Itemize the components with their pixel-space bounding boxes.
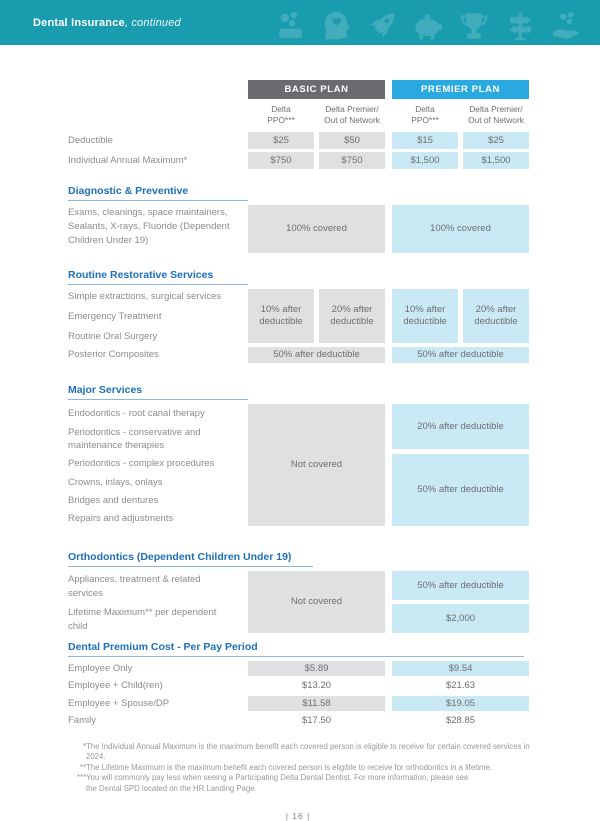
cell-premier-ppo: $15 [392, 132, 458, 149]
piggy-bank-icon [412, 10, 444, 42]
header-bar [0, 0, 600, 45]
cell-premier-ortho: 50% after deductible [392, 571, 529, 600]
row-label: Individual Annual Maximum* [68, 154, 188, 166]
row-label: Appliances, treatment & related services [68, 574, 201, 600]
footnote-lifetime-maximum [70, 763, 548, 774]
section-heading: Diagnostic & Preventive [68, 185, 248, 201]
cell-basic: 100% covered [248, 205, 385, 253]
page-title [33, 17, 181, 29]
section-heading: Dental Premium Cost - Per Pay Period [68, 641, 524, 657]
row-label: Periodontics - conservative and maintenance therapies [68, 426, 201, 452]
table-row-annual-maximum [68, 152, 528, 169]
cell-basic-ppo: $750 [248, 152, 314, 169]
head-heart-icon [320, 10, 352, 42]
table-row-employee-children [68, 679, 528, 694]
row-label: Family [68, 715, 96, 727]
row-label: Deductible [68, 134, 113, 146]
section-major-services [68, 384, 528, 528]
table-row-family [68, 714, 528, 729]
basic-plan-header: BASIC PLAN [248, 80, 385, 99]
cell-premier: $19.05 [392, 696, 529, 711]
table-row-restorative-group [68, 289, 528, 344]
cell-premier-oon: $25 [463, 132, 529, 149]
cell-premier-endo-perio: 20% after deductible [392, 404, 529, 449]
column-header: Delta Premier/ Out of Network [324, 104, 380, 125]
row-label: Periodontics - complex procedures [68, 458, 215, 470]
table-row-employee-spouse [68, 696, 528, 711]
header-icon-strip [274, 10, 582, 42]
hand-coins-icon [550, 10, 582, 42]
table-row-employee-only [68, 661, 528, 676]
row-label: Employee + Spouse/DP [68, 697, 170, 709]
cell-premier: $9.54 [392, 661, 529, 676]
row-label: Routine Oral Surgery [68, 331, 158, 342]
row-label: Posterior Composites [68, 349, 159, 360]
signpost-icon [504, 10, 536, 42]
footnote-participating-dentist [70, 773, 548, 794]
section-orthodontics [68, 551, 528, 634]
premier-cell-stack [392, 404, 529, 528]
cell-premier-ppo: $1,500 [392, 152, 458, 169]
plan-header-row [68, 80, 528, 99]
cell-premier-ppo: 10% after deductible [392, 289, 458, 343]
footnotes [70, 742, 548, 795]
cell-basic-oon: $750 [319, 152, 385, 169]
section-heading: Routine Restorative Services [68, 269, 248, 285]
footnote-text: The Lifetime Maximum is the maximum benefit each covered person is eligible to receive for orthodontics in a lifetime. [86, 762, 493, 772]
cell-basic: $13.20 [301, 680, 332, 692]
cell-basic-oon: $50 [319, 132, 385, 149]
cell-premier-major-rest: 50% after deductible [392, 454, 529, 526]
table-row-posterior-composites [68, 347, 528, 363]
row-label: Lifetime Maximum** per dependent child [68, 607, 217, 633]
table-row-major-group [68, 404, 528, 528]
coins-icon [274, 10, 306, 42]
column-header: Delta PPO*** [267, 104, 295, 125]
row-label: Bridges and dentures [68, 495, 159, 507]
cell-basic-ppo: $25 [248, 132, 314, 149]
footnote-mark: * [82, 741, 86, 751]
section-routine-restorative [68, 269, 528, 363]
header-title: Dental Insurance [33, 16, 125, 29]
row-label: Employee + Child(ren) [68, 680, 163, 692]
cell-premier-lifetime-max: $2,000 [392, 604, 529, 633]
column-header: Delta PPO*** [411, 104, 439, 125]
row-label-group [68, 571, 243, 634]
row-label: Crowns, inlays, onlays [68, 476, 163, 488]
footnote-mark: *** [76, 773, 86, 783]
cell-basic: $5.89 [248, 661, 385, 676]
cell-basic-ppo: 10% after deductible [248, 289, 314, 343]
cell-basic-not-covered: Not covered [248, 571, 385, 633]
row-label: Simple extractions, surgical services [68, 291, 222, 302]
cell-premier-oon: $1,500 [463, 152, 529, 169]
cell-premier: 100% covered [392, 205, 529, 253]
header-subtitle: , continued [124, 16, 181, 29]
row-label-group [68, 404, 243, 528]
cell-basic: $11.58 [248, 696, 385, 711]
cell-premier: $21.63 [445, 680, 476, 692]
table-row-deductible [68, 132, 528, 149]
table-row-orthodontics-group [68, 571, 528, 634]
table-row-diagnostic [68, 205, 528, 253]
footnote-text: You will commonly pay less when seeing a Participating Delta Dental Dentist. For more information, please see the Dental SPD located on the HR Landing Page. [86, 773, 469, 793]
section-heading: Major Services [68, 384, 248, 400]
row-label: Repairs and adjustments [68, 513, 174, 525]
footnote-text: The Individual Annual Maximum is the maximum benefit each covered person is eligible to receive for certain covered services in 2024. [86, 741, 530, 762]
footnote-annual-maximum [70, 742, 548, 763]
row-label-group [68, 289, 243, 344]
column-header-row [68, 104, 528, 126]
column-header: Delta Premier/ Out of Network [468, 104, 524, 125]
page-number: | 16 | [285, 811, 311, 821]
row-label: Endodontics - root canal therapy [68, 408, 205, 420]
row-label: Exams, cleanings, space maintainers, Sealants, X-rays, Fluoride (Dependent Children Under 19) [68, 207, 230, 246]
benefits-table [0, 80, 600, 821]
cell-premier-oon: 20% after deductible [463, 289, 529, 343]
section-diagnostic-preventive [68, 185, 528, 253]
cell-premier: 50% after deductible [392, 347, 529, 363]
section-heading: Orthodontics (Dependent Children Under 19) [68, 551, 313, 567]
cell-basic-not-covered: Not covered [248, 404, 385, 526]
cell-basic-oon: 20% after deductible [319, 289, 385, 343]
cell-basic: 50% after deductible [248, 347, 385, 363]
section-premium-cost [68, 641, 528, 729]
row-label: Emergency Treatment [68, 311, 162, 322]
row-label: Employee Only [68, 662, 133, 674]
rocket-icon [366, 10, 398, 42]
cell-premier: $28.85 [445, 715, 476, 727]
trophy-icon [458, 10, 490, 42]
premier-plan-header: PREMIER PLAN [392, 80, 529, 99]
cell-basic: $17.50 [301, 715, 332, 727]
premier-cell-stack [392, 571, 529, 634]
footnote-mark: ** [79, 762, 86, 772]
